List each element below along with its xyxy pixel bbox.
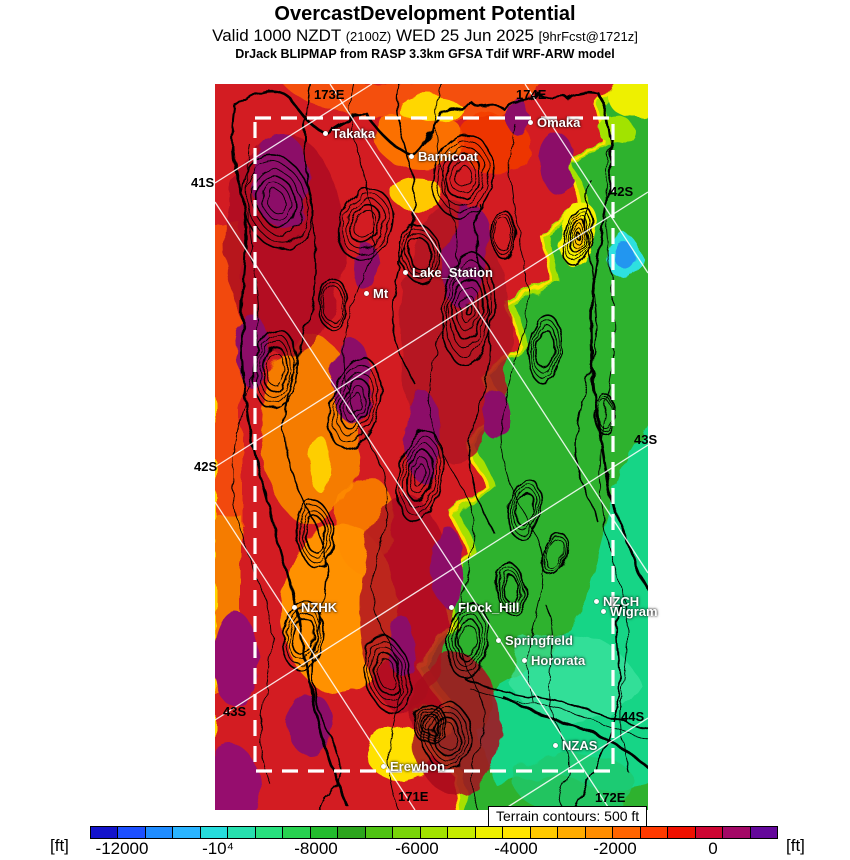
colorbar bbox=[90, 826, 778, 839]
station-dot bbox=[528, 120, 533, 125]
colorbar-tick: -6000 bbox=[395, 839, 439, 858]
colorbar-cell bbox=[91, 827, 117, 838]
colorbar-cell bbox=[172, 827, 199, 838]
model-line: DrJack BLIPMAP from RASP 3.3km GFSA Tdif WRF-ARW model bbox=[235, 47, 615, 61]
station-dot bbox=[381, 764, 386, 769]
valid-utc: (2100Z) bbox=[345, 29, 392, 44]
colorbar-cell bbox=[255, 827, 282, 838]
colorbar-tick: -4000 bbox=[494, 839, 538, 858]
colorbar-cell bbox=[310, 827, 337, 838]
colorbar-cell bbox=[337, 827, 364, 838]
station-dot bbox=[323, 131, 328, 136]
colorbar-cell bbox=[557, 827, 584, 838]
station-nzch: NZCH bbox=[594, 594, 639, 609]
station-erewhon: Erewhon bbox=[381, 759, 445, 774]
station-dot bbox=[403, 270, 408, 275]
station-dot bbox=[594, 599, 599, 604]
colorbar-cell bbox=[227, 827, 254, 838]
station-lake-station: Lake_Station bbox=[403, 265, 493, 280]
station-omaka: Omaka bbox=[528, 115, 580, 130]
colorbar-cell bbox=[475, 827, 502, 838]
terrain-raster bbox=[215, 84, 648, 810]
header bbox=[0, 0, 850, 62]
station-takaka: Takaka bbox=[323, 126, 375, 141]
colorbar-tick: -2000 bbox=[593, 839, 637, 858]
colorbar-cell bbox=[200, 827, 227, 838]
station-nzhk: NZHK bbox=[292, 600, 337, 615]
units-label-right: [ft] bbox=[786, 836, 805, 855]
station-dot bbox=[601, 609, 606, 614]
colorbar-cell bbox=[750, 827, 777, 838]
station-dot bbox=[292, 605, 297, 610]
station-hororata: Hororata bbox=[522, 653, 585, 668]
colorbar-tick: 0 bbox=[708, 839, 718, 858]
colorbar-tick: -10⁴ bbox=[202, 839, 234, 858]
station-mt: Mt bbox=[364, 286, 388, 301]
forecast-map[interactable] bbox=[191, 84, 658, 810]
lat-label-42s-left: 42S bbox=[194, 459, 218, 474]
colorbar-cell bbox=[667, 827, 694, 838]
station-dot bbox=[449, 605, 454, 610]
lon-label-171e: 171E bbox=[398, 789, 429, 804]
station-dot bbox=[364, 291, 369, 296]
colorbar-cell bbox=[145, 827, 172, 838]
colorbar-cell bbox=[722, 827, 749, 838]
station-wigram: Wigram bbox=[601, 604, 658, 619]
colorbar-cell bbox=[117, 827, 144, 838]
valid-prefix: Valid 1000 NZDT bbox=[212, 26, 341, 45]
units-label-left: [ft] bbox=[50, 836, 69, 855]
lon-label-173e: 173E bbox=[314, 87, 345, 102]
valid-date: WED 25 Jun 2025 bbox=[395, 26, 534, 45]
station-dot bbox=[409, 154, 414, 159]
terrain-contours-note: Terrain contours: 500 ft bbox=[488, 806, 647, 827]
lat-label-43s-left: 43S bbox=[223, 704, 247, 719]
station-dot bbox=[522, 658, 527, 663]
colorbar-cell bbox=[392, 827, 419, 838]
colorbar-cell bbox=[502, 827, 529, 838]
colorbar-cell bbox=[447, 827, 474, 838]
colorbar-tick: -8000 bbox=[294, 839, 338, 858]
lat-label-42s-right: 42S bbox=[610, 184, 634, 199]
colorbar-cell bbox=[365, 827, 392, 838]
lat-label-41s-left: 41S bbox=[191, 175, 215, 190]
lat-label-44s-right: 44S bbox=[621, 709, 645, 724]
station-flock-hill: Flock_Hill bbox=[449, 600, 519, 615]
colorbar-cell bbox=[612, 827, 639, 838]
lon-label-174e: 174E bbox=[516, 87, 547, 102]
lat-label-43s-right: 43S bbox=[634, 432, 658, 447]
station-dot bbox=[496, 638, 501, 643]
station-springfield: Springfield bbox=[496, 633, 573, 648]
colorbar-cell bbox=[640, 827, 667, 838]
station-barnicoat: Barnicoat bbox=[409, 149, 478, 164]
colorbar-cell bbox=[530, 827, 557, 838]
station-dot bbox=[553, 743, 558, 748]
station-nzas: NZAS bbox=[553, 738, 597, 753]
colorbar-cell bbox=[585, 827, 612, 838]
valid-time-line bbox=[0, 26, 850, 47]
colorbar-cell bbox=[282, 827, 309, 838]
colorbar-cell bbox=[695, 827, 722, 838]
color-field bbox=[215, 84, 648, 810]
forecast-tag: [9hrFcst@1721z] bbox=[538, 29, 638, 44]
colorbar-cell bbox=[420, 827, 447, 838]
lon-label-172e: 172E bbox=[595, 790, 626, 805]
colorbar-tick: -12000 bbox=[95, 839, 149, 858]
page-title: OvercastDevelopment Potential bbox=[274, 3, 576, 25]
